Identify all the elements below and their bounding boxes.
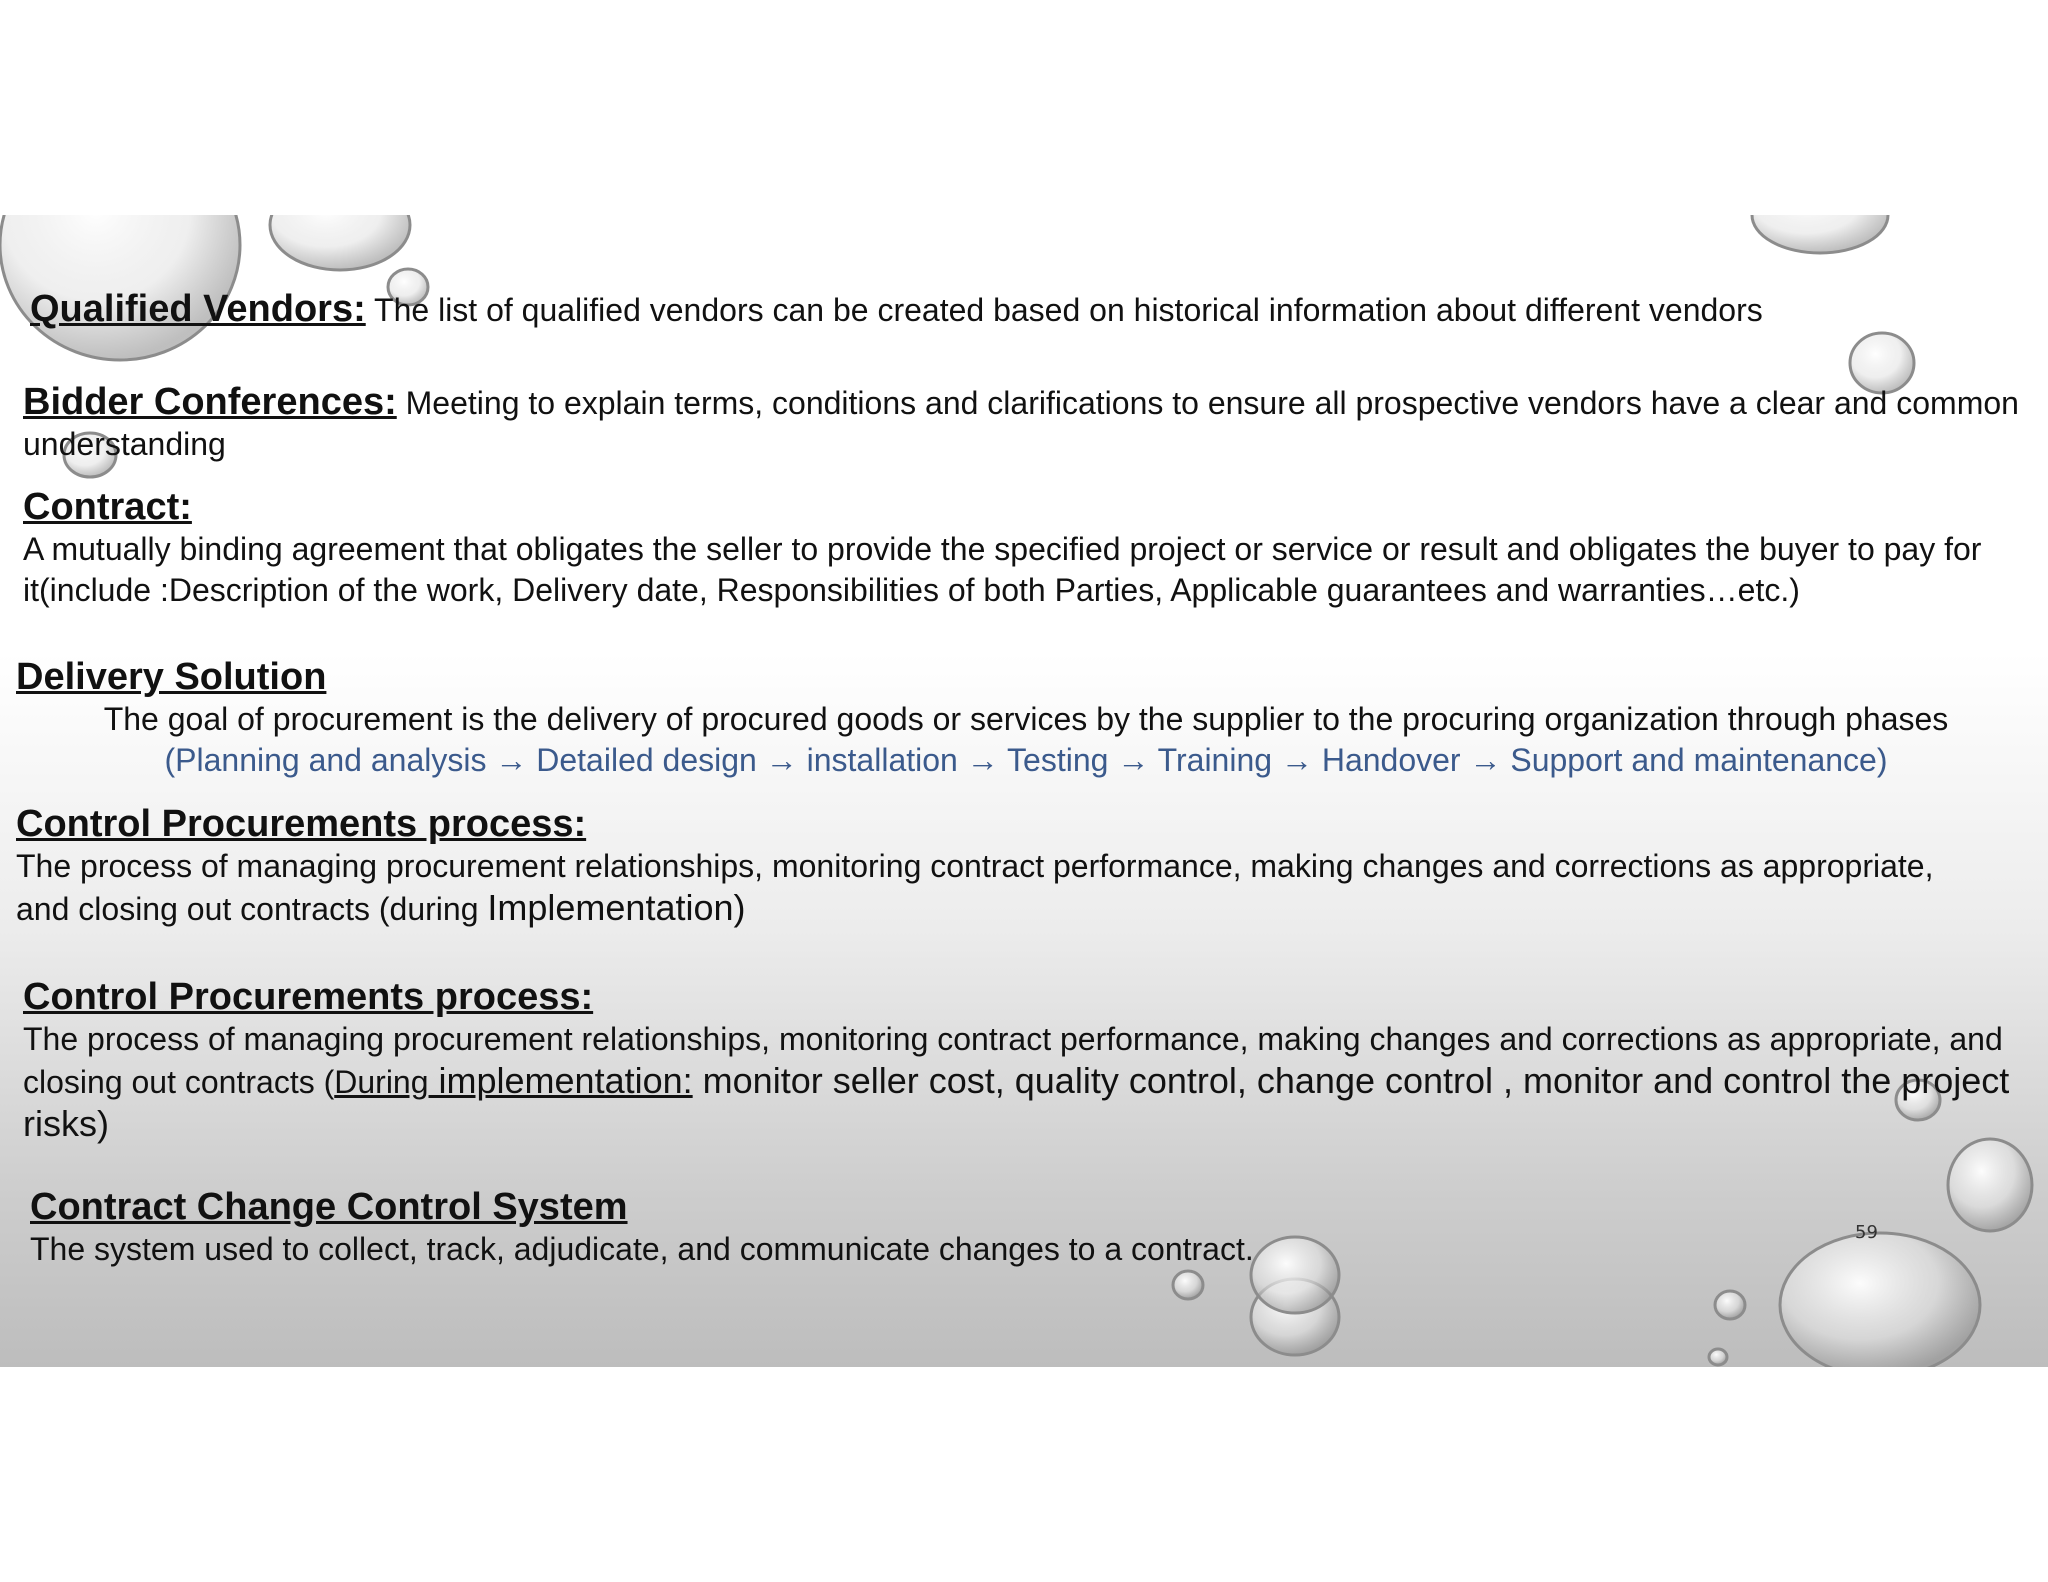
control-procurements-text-2-main: The process of managing procurement relationships, monitoring contract performance, making changes and corrections as appropriate, and closing out contracts ( (23, 1021, 2003, 1100)
drop-top-right (1752, 215, 1888, 253)
control-procurements-block-2 (23, 975, 2033, 1146)
qualified-vendors-text: The list of qualified vendors can be created based on historical information about different vendors (365, 292, 1763, 328)
bidder-conferences-block (23, 380, 2023, 465)
bidder-conferences-heading: Bidder Conferences: (23, 381, 397, 423)
control-procurements-during: During (334, 1064, 429, 1100)
control-procurements-heading-2: Control Procurements process: (23, 976, 594, 1018)
contract-text: A mutually binding agreement that obligates the seller to provide the specified project or service or result and obligates the buyer to pay for it(include :Description of the work, Delivery date, Responsibilities of both Parties, Applicable guarantees and warranties…etc.) (23, 531, 1982, 608)
slide (0, 215, 2048, 1367)
qualified-vendors-heading: Qualified Vendors: (30, 288, 366, 330)
control-procurements-text-2 (23, 1019, 2033, 1146)
bidder-conferences-text: Meeting to explain terms, conditions and clarifications to ensure all prospective vendors have a clear and common understanding (23, 385, 2019, 462)
drop-bottom-mid-3 (1173, 1271, 1203, 1299)
contract-heading: Contract: (23, 486, 192, 528)
control-procurements-text-1-large: Implementation) (487, 887, 746, 928)
control-procurements-heading-1: Control Procurements process: (16, 803, 587, 845)
contract-block (23, 485, 2033, 611)
delivery-solution-text: The goal of procurement is the delivery of procured goods or services by the supplier to the procuring organization through phases (103, 701, 1949, 737)
delivery-phases: (Planning and analysis → Detailed design → installation → Testing → Training → Handover → Support and maintenance) (164, 742, 1888, 778)
control-procurements-text-2-large: monitor seller cost, quality control, change control , monitor and control the project risks) (23, 1060, 2010, 1144)
drop-top-left-small (270, 215, 410, 270)
contract-change-control-heading: Contract Change Control System (30, 1186, 628, 1228)
control-procurements-text-1 (16, 846, 1966, 930)
contract-change-control-text: The system used to collect, track, adjudicate, and communicate changes to a contract. (30, 1231, 1254, 1267)
page-number: 59 (1855, 1222, 1878, 1243)
qualified-vendors-block (30, 287, 2020, 331)
drop-bottom-right-large (1780, 1233, 1980, 1367)
drop-bottom-right-upper (1948, 1139, 2032, 1231)
control-procurements-implementation: implementation: (428, 1060, 693, 1101)
delivery-solution-heading: Delivery Solution (16, 656, 327, 698)
control-procurements-text-1-main: The process of managing procurement relationships, monitoring contract performance, making changes and corrections as appropriate, and closing out contracts (during (16, 848, 1934, 927)
delivery-solution-block (16, 655, 2036, 781)
drop-bottom-small-2 (1709, 1349, 1727, 1365)
control-procurements-block-1 (16, 802, 1966, 930)
drop-bottom-small-1 (1715, 1291, 1745, 1319)
contract-change-control-block (30, 1185, 1530, 1270)
